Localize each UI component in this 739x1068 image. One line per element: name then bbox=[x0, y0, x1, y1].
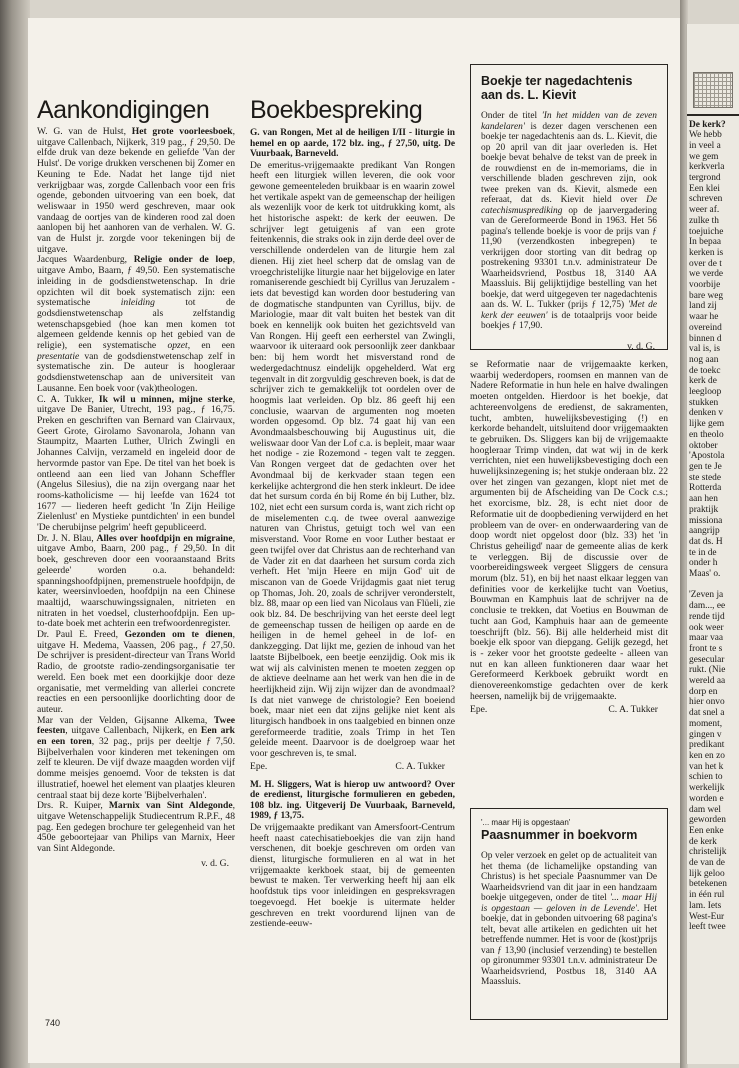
facing-page-line: moment, bbox=[689, 718, 723, 729]
facing-page-fragment bbox=[686, 24, 739, 1064]
facing-page-line: worden e bbox=[689, 793, 724, 804]
review-2-byline: M. H. Sliggers, Wat is hierop uw antwoord? Over de eredienst, liturgische formulieren en gebeden, 108 blz. ing. Uitgeverij De Vuurbaak, Barneveld, 1989, ƒ 13,75. bbox=[250, 779, 455, 822]
review-2-continuation bbox=[470, 360, 668, 752]
facing-page-line: 'Zeven ja bbox=[689, 590, 724, 601]
facing-page-line: in één rul bbox=[689, 890, 725, 901]
facing-page-line: gingen v bbox=[689, 729, 722, 740]
facing-page-line: waar he bbox=[689, 312, 719, 323]
facing-page-line: denken v bbox=[689, 408, 724, 419]
facing-page-line: Rotterda bbox=[689, 483, 722, 494]
review-2-author: C. A. Tukker bbox=[608, 703, 658, 715]
review-column bbox=[250, 96, 455, 1016]
announcement-item: Mar van der Velden, Gijsanne Alkema, Twee feesten, uitgave Callenbach, Nijkerk, en Een ark en een toren, 32 pag., prijs per deeltje ƒ 7,50. Bijbelverhalen voor kinderen met tekeningen om zelf te kleuren. De vijf dwaze maagden worden vijf domme meisjes genoemd. Voor de teksten is dat illustratief, hoewel het element van plaatjes kleuren centraal staat bij deze korte 'Bijbelverhalen'. bbox=[37, 714, 235, 801]
review-2-signature bbox=[470, 704, 668, 715]
facing-page-line: geworden bbox=[689, 815, 726, 826]
facing-page-line: land zij bbox=[689, 301, 717, 312]
facing-page-line: hier onvo bbox=[689, 697, 725, 708]
facing-page-line: weer af. bbox=[689, 205, 720, 216]
facing-page-line: van het k bbox=[689, 761, 724, 772]
facing-page-line: ook weer bbox=[689, 622, 724, 633]
facing-page-line: oktober bbox=[689, 440, 718, 451]
facing-page-line: rukt. (Nie bbox=[689, 665, 726, 676]
facing-page-line: werkelijk bbox=[689, 783, 725, 794]
facing-page-line: gen te Je bbox=[689, 462, 722, 472]
facing-page-line: de van de bbox=[689, 858, 725, 869]
facing-page-line: ken en zo bbox=[689, 750, 725, 761]
facing-page-line: tergrond bbox=[689, 173, 721, 184]
facing-page-line bbox=[687, 580, 739, 591]
facing-page-line: schreven bbox=[689, 194, 723, 205]
facing-page-line: lijk geloo bbox=[689, 868, 725, 879]
facing-page-line: wereld aa bbox=[689, 676, 726, 687]
facing-page-line: Een klei bbox=[689, 183, 720, 194]
facing-page-line: praktijk bbox=[689, 504, 719, 515]
facing-page-line: aangrijp bbox=[689, 526, 720, 537]
facing-page-line: leeft twee bbox=[689, 922, 726, 933]
facing-page-line: missiona bbox=[689, 515, 723, 526]
facing-page-line: de kerk bbox=[689, 836, 717, 847]
facing-page-line: dam..., ee bbox=[689, 601, 726, 612]
facing-page-line: front te s bbox=[689, 643, 723, 654]
kievit-notice-title: Boekje ter nagedachtenis aan ds. L. Kievit bbox=[481, 74, 633, 102]
facing-page-line: zulke th bbox=[689, 215, 719, 226]
kievit-notice-text: Onder de titel 'In het midden van de zeven kandelaren' is dezer dagen verschenen een boekje ter nagedachtenis aan ds. L. Kievit, die op 20 april van dit jaar overleden is. Het boekje bevat behalve de tekst van de preek in de rouwdienst en de in-memoriams, die in verschillende bladen geschreven zijn, ook twee preken van ds. Kievit, alsmede een referaat, dat ds. Kievit hield over De catechismusprediking op de jaarvergadering van de Gereformeerde Bond in 1963. Het 56 pagina's tellende boekje is voor de prijs van ƒ 11,90 (verzendkosten inbegrepen) te verkrijgen door storting van dit bedrag op postrekening 93301 t.n.v. administrateur De Waarheidsvriend, Postbus 18, 3140 AA Maassluis. Bij gelijktijdige bestelling van het boekje, dat werd uitgegeven ter nagedachtenis aan ds. W. L. Tukker (prijs ƒ 12,75) 'Met de kerk der eeuwen' is de totaalprijs voor beide boekjes ƒ 17,90. bbox=[481, 111, 657, 332]
review-1-place: Epe. bbox=[250, 760, 268, 772]
facing-page-line: gesecular bbox=[689, 654, 725, 665]
announcement-item: Dr. J. N. Blau, Alles over hoofdpijn en migraine, uitgave Ambo, Baarn, 200 pag., ƒ 29,50. In dit boek, geschreven door een vooraanstaand Brits geleerde' worden o.a. behandeld: spanningshoofdpijnen, premenstruele hoofdpijn, de kater, weersinvloeden, hoofdpijn na een Chinese maaltijd, waarschuwingssignalen, nitrieten en nitraten in het voedsel, clusterhoofdpijn. Een up-to-date boek met achterin een trefwoordenregister. bbox=[37, 532, 236, 630]
announcements-heading: Aankondigingen bbox=[37, 96, 210, 124]
facing-page-line: stukken bbox=[689, 397, 719, 408]
facing-page-line: 'Apostola bbox=[689, 451, 725, 462]
facing-page-line: dorp en bbox=[689, 686, 718, 697]
announcement-item: Dr. Paul E. Freed, Gezonden om te dienen, uitgave H. Medema, Vaassen, 206 pag., ƒ 27,50. De schrijver is president-directeur van Trans World Radio, de grootste radio-zendingsorganisatie ter wereld. Een boek met een doorkijkje door deze organisatie, met vermelding van allerlei concrete reacties en een persoonlijke doorlichting door de auteur. bbox=[37, 629, 235, 715]
review-1-byline: G. van Rongen, Met al de heiligen I/II - liturgie in hemel en op aarde, 172 blz. ing., ƒ 27,50, uitg. De Vuurbaak, Barneveld. bbox=[250, 128, 455, 159]
review-1-author: C. A. Tukker bbox=[395, 760, 445, 772]
facing-page-line: onder h bbox=[689, 558, 718, 569]
facing-page-text bbox=[687, 120, 739, 933]
facing-page-line: predikant bbox=[689, 740, 725, 751]
facing-page-line: lijke gem bbox=[689, 419, 725, 430]
facing-page-line: In bepaa bbox=[689, 237, 722, 248]
facing-page-line: dat ds. H bbox=[689, 536, 723, 547]
facing-page-line: en theolo bbox=[689, 429, 724, 440]
facing-page-line: de toekc bbox=[689, 365, 721, 376]
announcement-item: W. G. van de Hulst, Het grote voorleesboek, uitgave Callenbach, Nijkerk, 319 pag., ƒ 29,50. De elfde druk van deze bekende en geliefde 'Van der Hulst'. De vorige drukken verschenen bij Zomer en Keuning te Ede. Nadat het lange tijd niet verkrijgbaar was, zorgde Callenbach voor een fris ogende, gebonden uitvoering van een boek, dat weliswaar in 1950 werd geschreven, maar ook vandaag de oortjes van de kinderen rood zal doen aanlopen bij het aanhoren van de verhalen. W. G. van de Hulst jr. zorgde voor tekeningen bij de uitgave. bbox=[37, 126, 235, 255]
review-2-text-part2: se Reformatie naar de vrijgemaakte kerken, waarbij wederdopers, roomsen en mannen van de Nadere Reformatie in hun hele en halve dwalingen moeten ontgelden. Hierdoor is het boekje, dat achtereenvolgens de eredienst, de sakramenten, tucht, ambten, huwelijksbevestiging (!) en kerkorde behandelt, uitsluitend door vrijgemaakten te gebruiken. Ds. Sliggers kan bij de vrijgemaakte hoogleraar Trimp vinden, dat wat wij in de kerk verrichten, niet een huwelijksbevestiging doch een huwelijksinzegening is; het stukje onderaan blz. 22 over het zingen van gezangen, klopt niet met de argumenten bij de Afscheiding van De Cock c.s.; het exorcisme, blz. 28, is echt niet door de Reformatie uit de doopbediening verwijderd en het probleem van de over- en onderwaardering van de doop wordt niet opgelost door (blz. 33) het 'in Christus geheiligd' naar de gemeente alias de kerk te verleggen. Bij de discussie over de voorbereidingsweek vergeet Sliggers de censura morum (blz. 51), en bij het naast elkaar leggen van definities voor de kerkelijke tucht van Voetius, Bouwman en Kamphuis laat de schrijver na de conclusie te trekken, dat Voetius en Bouwman de tucht aan God, Kamphuis haar aan de gemeente toeschrijft (blz. 56). Bij alle helderheid mist dit boekje elk spoor van diepgang. Gelijk gezegd, het is - zeker voor het grootste gedeelte - alleen van nut en kan alleen funktioneren daar waar het Gereformeerd Kerkboek gebruikt wordt en dienovereenkomstige gedachten over de kerk heersen, namelijk bij de vrijgemaakte. bbox=[470, 359, 668, 702]
page-number: 740 bbox=[45, 1018, 61, 1028]
facing-page-line: ste stede bbox=[689, 472, 722, 483]
facing-page-line: binnen d bbox=[689, 333, 722, 344]
facing-page-line: maar vaa bbox=[689, 633, 724, 644]
announcement-item: Jacques Waardenburg, Religie onder de loep, uitgave Ambo, Baarn, ƒ 49,50. Een systematische inleiding in de godsdienstwetenschap. In drie opzichten wil dit boek systematisch zijn: een systematische inleiding tot de godsdienstwetenschap als zelfstandig wetenschapsgebied (hoe kan men komen tot algemeen geldende kennis op het gebied van de religie), een systematische opzet, en een presentatie van de godsdienstwetenschap zelf in systematische zin. De auteur is hoogleraar godsdienstwetenschap aan de universiteit van Lausanne. Een boek voor (vak)theologen. bbox=[37, 254, 236, 394]
facing-page-line: We hebb bbox=[689, 130, 722, 141]
facing-page-line: De kerk? bbox=[689, 119, 726, 130]
facing-page-line: we gem bbox=[689, 151, 719, 162]
facing-page-rule bbox=[687, 114, 739, 116]
facing-page-line: Maas' o. bbox=[689, 569, 721, 580]
facing-page-line: leegloop bbox=[689, 387, 722, 398]
announcement-item: Drs. R. Kuiper, Marnix van Sint Aldegonde, uitgave Wetenschappelijk Studiecentrum R.P.F., 48 pag. Een gedegen brochure ter gelegenheid van het 450e geboortejaar van Philips van Marnix, Heer van Sint Aldegonde. bbox=[37, 800, 235, 855]
review-heading: Boekbespreking bbox=[250, 96, 423, 124]
easter-issue-box bbox=[470, 808, 668, 1020]
easter-issue-kicker: '... maar Hij is opgestaan' bbox=[481, 818, 571, 827]
facing-page-image bbox=[693, 72, 733, 108]
facing-page-line: aan hen bbox=[689, 494, 718, 505]
facing-page-line: dat snel a bbox=[689, 708, 725, 719]
facing-page-line: te in de bbox=[689, 547, 717, 558]
kievit-notice-box bbox=[470, 64, 668, 353]
facing-page-line: in veel a bbox=[689, 140, 721, 151]
book-spine-shadow bbox=[0, 0, 30, 1068]
facing-page-line: we verde bbox=[689, 269, 724, 280]
review-1-signature bbox=[250, 761, 455, 772]
announcements-author: v. d. G. bbox=[201, 857, 229, 869]
announcements-column bbox=[37, 96, 236, 869]
facing-page-line: voorbije bbox=[689, 280, 721, 291]
facing-page-line: over de t bbox=[689, 258, 722, 269]
review-2-text-part1: De vrijgemaakte predikant van Amersfoort-Centrum heeft naast catechisatieboekjes die van zijn hand verschenen, dit boekje geschreven om orden van dienst, liturgische formulieren en al wat in het vrijgemaakte kerkboek staat, bij de gemeenten bewust te maken. Ter verwerking heeft hij aan elk hoofdstuk tips voor inleidingen en gespreksvragen toegevoegd. Het boekje is uitermate helder geschreven en trekt voordurend lijnen van de zestiende-eeuw- bbox=[250, 821, 455, 930]
kievit-notice-author: v. d. G. bbox=[627, 341, 655, 353]
facing-page-line: West-Eur bbox=[689, 911, 725, 922]
facing-page-line: val is, is bbox=[689, 344, 720, 355]
facing-page-line: kerkverla bbox=[689, 162, 725, 173]
facing-page-line: overeind bbox=[689, 322, 722, 333]
facing-page-line: kerken is bbox=[689, 247, 724, 258]
announcement-item: C. A. Tukker, Ik wil u minnen, mijne sterke, uitgave De Banier, Utrecht, 193 pag., ƒ 16,75. Preken en geschriften van Bernard van Clairvaux, Geert Grote, Girolamo Savonarola, Johann van Staumpitz, Maarten Luther, Ulrich Zwingli en Johannes Calvijn, verzameld en ingeleid door de hervormde pastor van Epe. De titel van het boek is ontleend aan een lied van Johann Scheffler (Angelus Silesius), die na zijn overgang naar het rooms-katholicisme — hij leefde van 1624 tot 1677 — liederen heeft gedicht 'In Zijn Heilige Zielenlust' en Mystieke puntdichten' in een bundel 'De cherubijnse pelgrim' heeft gepubliceerd. bbox=[37, 393, 235, 534]
review-2-place: Epe. bbox=[470, 703, 488, 715]
announcements-body bbox=[37, 127, 235, 855]
facing-page-line: dam wel bbox=[689, 804, 722, 815]
review-1-text: De emeritus-vrijgemaakte predikant Van Rongen heeft een liturgiek willen leveren, die ook voor gewone gemeenteleden bruikbaar is en waarin zowel het vertikale aspekt van de gemeenschap der heiligen als wezenlijk voor de kerk tot uitdrukking komt, als het historische aspekt: de kerk der eeuwen. De schrijver legt getuigenis af van een grote feitenkennis, die straks ook in zijn derde deel over de verschillende onderdelen van de liturgie hem zal dienen. Hij ziet heel scherp dat de omslag van de vroegchristelijke liturgie naar het bijgelovige en later romaniserende geschiedt bij Cyrillus van Jeruzalem - iets dat bevestigd kan worden door bestudering van de dogmatische standpunten van Cyrillus, bijv. de Mariologie, maar dit valt buiten het bestek van dit boek en kennelijk ook buiten het gezichtsveld van Van Rongen. Hij geeft een eerherstel van Zwingli, waarvoor ik uiteraard ook persoonlijk zeer dankbaar ben: bij hem wordt het misverstand rond de wedergedachtnusz eindelijk opgehelderd. Wat erg tegenvalt in dit zorgvuldig geschreven boek, is dat de schrijver zich te gemakkelijk tot oordelen over de hoogmis laat verleiden. Op blz. 86 geeft hij een conclusie, waarvan de argumenten nog moeten worden opgesomd. Op blz. 74 gaat hij van een Avondmaalsbeschouwing bij Augustinus uit, die weliswaar door Van der Lof c.a. is bepleit, maar waar het nodige - zie Rozemond - tegen valt te zeggen. Van Rongen vergeet dat de gedachten over het Avondmaal bij de kerkvader staan tegen een kerkelijke achtergrond die hen sterk inkleurt. De idee dat het sursum corda én bij Rome én bij Luther, blz. 102, niet echt een sursum corda is, want zich richt op de miselementen c.q. de twee overal aanwezige naturen van Christus, getuigt toch wel van een misverstand. Voor Rome en voor Luther bestaat er geen twijfel over dat Christus aan de rechterhand van de Vader zit en dat daarheen het sursum corda zich verheft. Het 'mijn Heere en mijn God' uit de miscanon van de Goede Vrijdagmis gaat niet terug op Thomas, Joh. 20, zoals de schrijver veronderstelt, blz. 88, maar op een lied van Nicolaus van Flüeli, zie ook blz. 84. De beschrijving van het eerste deel legt de gemeenschap tussen de heiligen op aarde en de heiligen in de hemel geheel in de lof- en dankzegging. Dat lijkt me, gezien de inhoud van het laatste Bijbelboek, een beetje eenzijdig. Ook mis ik wat wij als calvinisten menen te moeten zeggen op de aktieve deelname aan het werk van hen die in de heerlijkheid zijn. Wij zijn wijzer dan de avondmaal? Is dat niet vanwege de christologie? Een boeiend boek, maar niet een dat zijns gelijke niet kent als liturgisch handboek in ons taalgebied en binnen onze gereformeerde traditie, zoals Trimp in het Ten geleide meent. Daarvoor is de doelgroep waar het voor geschreven is, te smal. bbox=[250, 159, 455, 760]
facing-page-line: nog aan bbox=[689, 354, 719, 365]
facing-page-line: schien to bbox=[689, 772, 723, 783]
facing-page-line: betekenen bbox=[689, 879, 727, 890]
facing-page-line: toejuiche bbox=[689, 226, 724, 237]
facing-page-line: kerk de bbox=[689, 376, 717, 387]
facing-page-line: lam. Iets bbox=[689, 900, 722, 911]
facing-page-line: Een enke bbox=[689, 825, 724, 836]
facing-page-line: bare weg bbox=[689, 290, 724, 301]
facing-page-line: christelijk bbox=[689, 847, 727, 858]
easter-issue-text: Op veler verzoek en gelet op de actualiteit van het thema (de lichamelijke opstanding van Christus) is het speciale Paasnummer van De Waarheidsvriend van dit jaar in een handzaam boekje uitgegeven, onder de titel '... maar Hij is opgestaan — geloven in de Levende'. Het boekje, dat in gebonden uitvoering 68 pagina's telt, bevat alle artikelen en gedichten uit het betreffende nummer. Het is voor de (kost)prijs van ƒ 13,90 (inclusief verzending) te bestellen op gironummer 93301 t.n.v. administrateur De Waarheidsvriend, Postbus 18, 3140 AA Maassluis. bbox=[481, 851, 657, 988]
easter-issue-title: Paasnummer in boekvorm bbox=[481, 828, 638, 842]
facing-page-line: rende tijd bbox=[689, 611, 725, 622]
